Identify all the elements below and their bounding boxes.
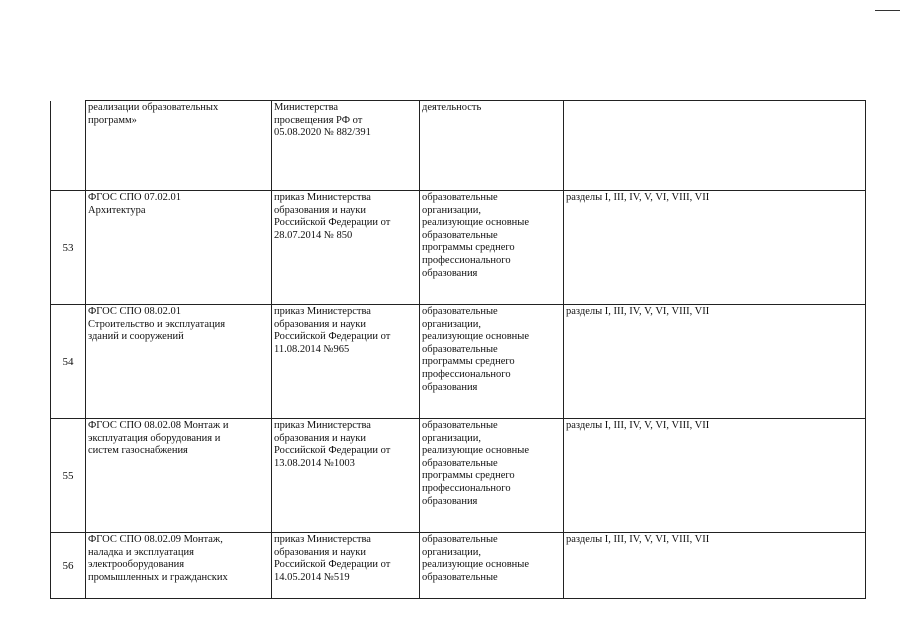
standard-cell: ФГОС СПО 07.02.01 Архитектура	[86, 191, 272, 305]
sections-cell: разделы I, III, IV, V, VI, VIII, VII	[564, 305, 866, 419]
scope-cell: образовательные организации, реализующие основные образовательные программы среднего профессионального образования	[420, 191, 564, 305]
table-row	[51, 191, 866, 305]
order-cell: Министерства просвещения РФ от 05.08.2020 № 882/391	[272, 101, 420, 191]
table-row	[51, 419, 866, 533]
sections-cell: разделы I, III, IV, V, VI, VIII, VII	[564, 419, 866, 533]
sections-cell	[564, 101, 866, 191]
row-number	[51, 101, 86, 191]
row-number: 54	[51, 305, 86, 419]
scope-cell: образовательные организации, реализующие основные образовательные	[420, 533, 564, 599]
order-cell: приказ Министерства образования и науки Российской Федерации от 28.07.2014 № 850	[272, 191, 420, 305]
standard-cell: ФГОС СПО 08.02.08 Монтаж и эксплуатация оборудования и систем газоснабжения	[86, 419, 272, 533]
scope-cell: образовательные организации, реализующие основные образовательные программы среднего профессионального образования	[420, 419, 564, 533]
standard-cell: реализации образовательных программ»	[86, 101, 272, 191]
sections-cell: разделы I, III, IV, V, VI, VIII, VII	[564, 533, 866, 599]
scope-cell: образовательные организации, реализующие основные образовательные программы среднего профессионального образования	[420, 305, 564, 419]
order-cell: приказ Министерства образования и науки Российской Федерации от 14.05.2014 №519	[272, 533, 420, 599]
page-corner-rule	[875, 10, 900, 11]
scope-cell: деятельность	[420, 101, 564, 191]
table-row	[51, 101, 866, 191]
order-cell: приказ Министерства образования и науки Российской Федерации от 11.08.2014 №965	[272, 305, 420, 419]
row-number: 53	[51, 191, 86, 305]
standard-cell: ФГОС СПО 08.02.01 Строительство и эксплуатация зданий и сооружений	[86, 305, 272, 419]
table-row	[51, 305, 866, 419]
standard-cell: ФГОС СПО 08.02.09 Монтаж, наладка и эксплуатация электрооборудования промышленных и гражданских	[86, 533, 272, 599]
row-number: 55	[51, 419, 86, 533]
table-row	[51, 533, 866, 599]
sections-cell: разделы I, III, IV, V, VI, VIII, VII	[564, 191, 866, 305]
row-number: 56	[51, 533, 86, 599]
order-cell: приказ Министерства образования и науки Российской Федерации от 13.08.2014 №1003	[272, 419, 420, 533]
standards-table	[50, 100, 866, 599]
